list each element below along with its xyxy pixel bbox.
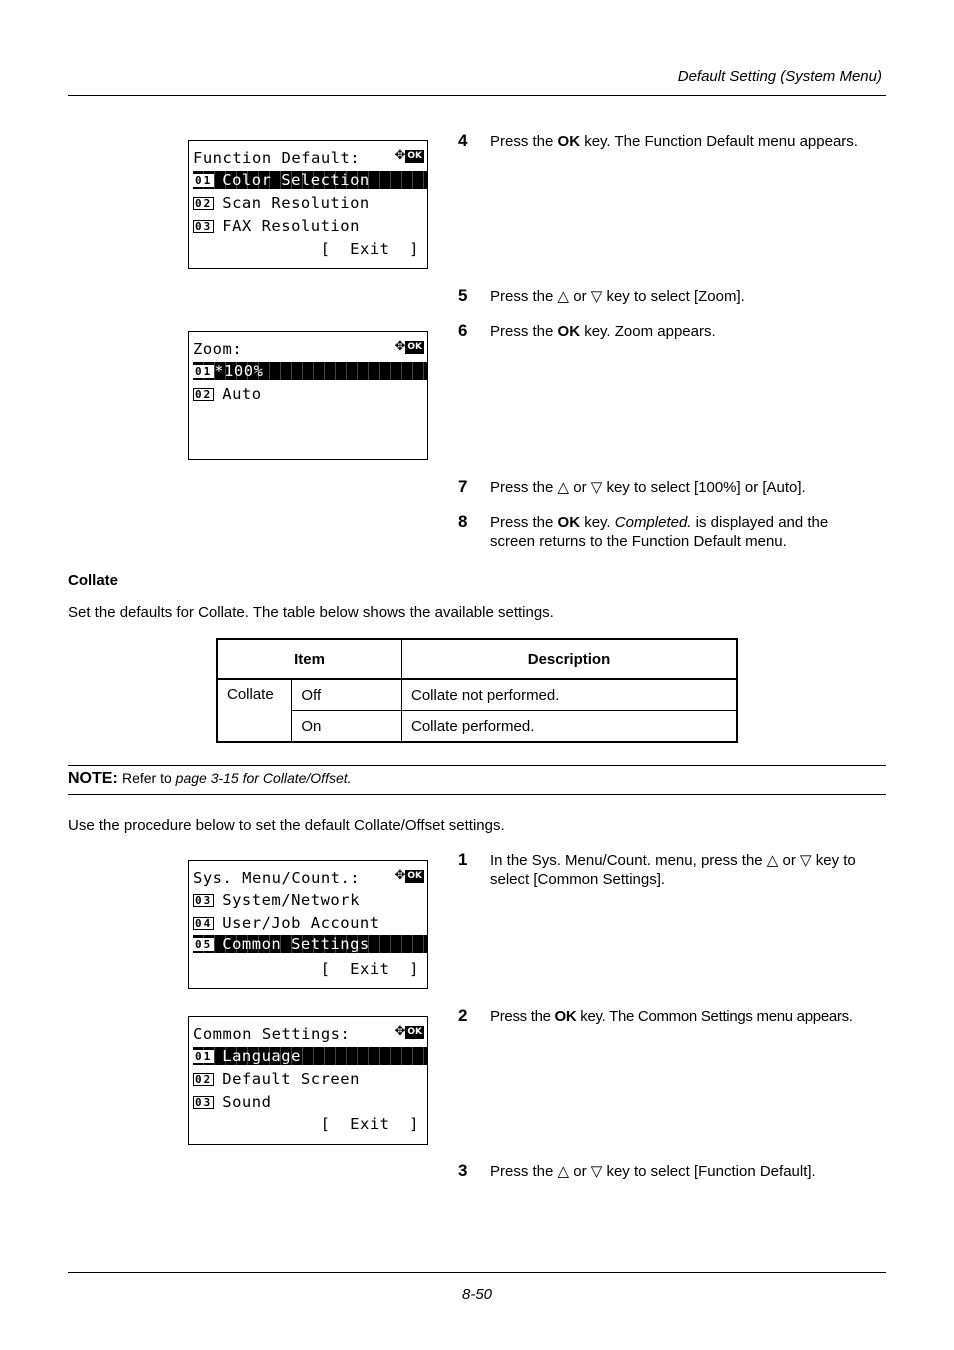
lcd-item: 05 Common Settings <box>193 935 427 953</box>
lcd-title: Function Default: <box>193 149 361 167</box>
lcd-item: 02 Scan Resolution <box>195 194 370 212</box>
lcd-item: 04 User/Job Account <box>195 914 380 932</box>
step-text: In the Sys. Menu/Count. menu, press the △ or ▽ key to select [Common Settings]. <box>490 852 856 888</box>
note-rule-bottom <box>68 794 886 795</box>
step-number: 7 <box>458 477 468 496</box>
lcd-title: Common Settings: <box>193 1025 351 1043</box>
lcd-sys-menu <box>188 860 428 989</box>
table-row <box>217 711 737 743</box>
nav-ok-icon: ✥ OK <box>394 1024 422 1039</box>
step-text: Press the △ or ▽ key to select [Function Default]. <box>490 1163 816 1180</box>
nav-ok-icon: ✥ OK <box>394 868 422 883</box>
table-cell-value: On <box>292 711 402 743</box>
footer-rule <box>68 1272 886 1273</box>
lcd-title: Zoom: <box>193 340 243 358</box>
lcd-item: 01 *100% <box>193 362 427 380</box>
step-text: Press the △ or ▽ key to select [100%] or [Auto]. <box>490 479 806 496</box>
nav-ok-icon: ✥ OK <box>394 339 422 354</box>
table-header-description: Description <box>402 639 738 679</box>
nav-ok-icon: ✥ OK <box>394 148 422 163</box>
section-intro: Set the defaults for Collate. The table below shows the available settings. <box>68 604 554 621</box>
lcd-item: 02 Auto <box>195 385 262 403</box>
lcd-item: 03 Sound <box>195 1093 272 1111</box>
step-number: 8 <box>458 512 468 531</box>
settings-table <box>216 638 738 743</box>
header-rule <box>68 95 886 96</box>
lcd-common-settings <box>188 1016 428 1145</box>
lcd-exit: [ Exit ] <box>320 240 419 258</box>
step-number: 5 <box>458 286 468 305</box>
lcd-exit: [ Exit ] <box>320 1115 419 1133</box>
step-number: 6 <box>458 321 468 340</box>
table-cell-desc: Collate performed. <box>402 711 738 743</box>
note-reference: page 3-15 for Collate/Offset. <box>175 770 352 786</box>
table-cell-value: Off <box>292 679 402 711</box>
lcd-zoom <box>188 331 428 460</box>
lcd-function-default <box>188 140 428 269</box>
table-cell-desc: Collate not performed. <box>402 679 738 711</box>
step-text: Press the OK key. The Common Settings menu appears. <box>490 1008 853 1025</box>
lcd-item: 02 Default Screen <box>195 1070 360 1088</box>
section-heading: Collate <box>68 572 119 589</box>
step-number: 1 <box>458 850 468 869</box>
note: NOTE: Refer to page 3-15 for Collate/Offset. <box>68 770 352 787</box>
step-text: Press the △ or ▽ key to select [Zoom]. <box>490 288 745 305</box>
table-cell-item: Collate <box>217 679 292 742</box>
step-number: 2 <box>458 1006 468 1025</box>
note-label: NOTE: <box>68 770 118 787</box>
running-header: Default Setting (System Menu) <box>677 68 882 85</box>
step-text: Press the OK key. The Function Default menu appears. <box>490 133 858 150</box>
lcd-exit: [ Exit ] <box>320 960 419 978</box>
lcd-item: 01 Language <box>193 1047 427 1065</box>
table-row <box>217 679 737 711</box>
lcd-item: 03 System/Network <box>195 891 360 909</box>
page-number: 8-50 <box>461 1286 493 1303</box>
step-number: 3 <box>458 1161 468 1180</box>
step-text: Press the OK key. Zoom appears. <box>490 323 716 340</box>
step-text: Press the OK key. Completed. is displayed and the screen returns to the Function Default menu. <box>490 514 829 550</box>
note-rule-top <box>68 765 886 766</box>
lcd-title: Sys. Menu/Count.: <box>193 869 361 887</box>
procedure-intro: Use the procedure below to set the default Collate/Offset settings. <box>68 817 505 834</box>
lcd-item: 01 Color Selection <box>193 171 427 189</box>
table-header-item: Item <box>217 639 402 679</box>
step-number: 4 <box>458 131 468 150</box>
lcd-item: 03 FAX Resolution <box>195 217 360 235</box>
